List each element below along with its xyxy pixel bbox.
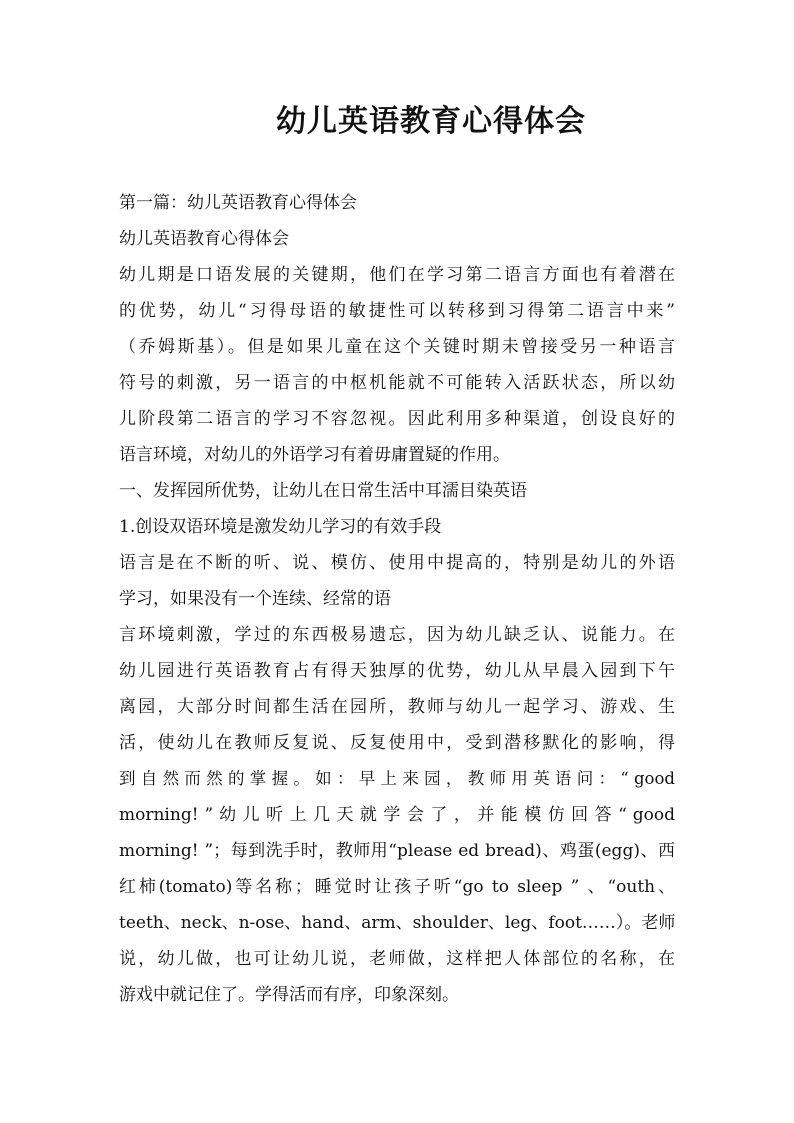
text-line: 语言是在不断的听、说、模仿、使用中提高的，特别是幼儿的外语 bbox=[119, 553, 675, 573]
text-line: 到 自 然 而 然 的 掌 握 。 如 ： 早 上 来 园 ， 教 师 用 英 语 问 ： “ good bbox=[119, 769, 675, 788]
text-line: 的优势，幼儿“习得母语的敏捷性可以转移到习得第二语言中来” bbox=[119, 301, 675, 321]
text-line: 离园，大部分时间都生活在园所，教师与幼儿一起学习、游戏、生 bbox=[119, 697, 675, 717]
text-line: morning! ”；每到洗手时，教师用“please ed bread)、鸡蛋(egg)、西 bbox=[119, 841, 675, 861]
text-line: teeth、neck、n-ose、hand、arm、shoulder、leg、foot……）。老师 bbox=[119, 913, 676, 933]
text-line: 儿阶段第二语言的学习不容忽视。因此利用多种渠道，创设良好的 bbox=[119, 409, 675, 429]
text-line: 1.创设双语环境是激发幼儿学习的有效手段 bbox=[119, 517, 442, 537]
text-line: 幼儿期是口语发展的关键期，他们在学习第二语言方面也有着潜在 bbox=[119, 265, 675, 285]
text-line: 语言环境，对幼儿的外语学习有着毋庸置疑的作用。 bbox=[119, 445, 510, 465]
text-line: （乔姆斯基）。但是如果儿童在这个关键时期未曾接受另一种语言 bbox=[119, 337, 675, 357]
text-line: 红柿(tomato)等名称；睡觉时让孩子听“go to sleep ” 、“outh、 bbox=[119, 877, 675, 897]
text-line: 学习，如果没有一个连续、经常的语 bbox=[119, 589, 391, 609]
text-line: 符号的刺激，另一语言的中枢机能就不可能转入活跃状态，所以幼 bbox=[119, 373, 675, 393]
text-line: morning! ” 幼 儿 听 上 几 天 就 学 会 了 ， 并 能 模 仿 回 答 “ good bbox=[119, 805, 675, 825]
document-title: 幼儿英语教育心得体会 bbox=[276, 104, 586, 139]
text-line: 言环境刺激，学过的东西极易遗忘，因为幼儿缺乏认、说能力。在 bbox=[119, 625, 675, 645]
text-line: 一、发挥园所优势，让幼儿在日常生活中耳濡目染英语 bbox=[119, 481, 527, 501]
text-line: 说，幼儿做，也可让幼儿说，老师做，这样把人体部位的名称，在 bbox=[119, 949, 675, 969]
text-line: 活，使幼儿在教师反复说、反复使用中，受到潜移默化的影响，得 bbox=[119, 733, 675, 753]
text-line: 幼儿英语教育心得体会 bbox=[119, 229, 289, 249]
text-line: 幼儿园进行英语教育占有得天独厚的优势，幼儿从早晨入园到下午 bbox=[119, 661, 675, 681]
text-line: 第一篇：幼儿英语教育心得体会 bbox=[119, 193, 357, 213]
text-line: 游戏中就记住了。学得活而有序，印象深刻。 bbox=[119, 985, 459, 1005]
document-body bbox=[119, 185, 675, 1013]
